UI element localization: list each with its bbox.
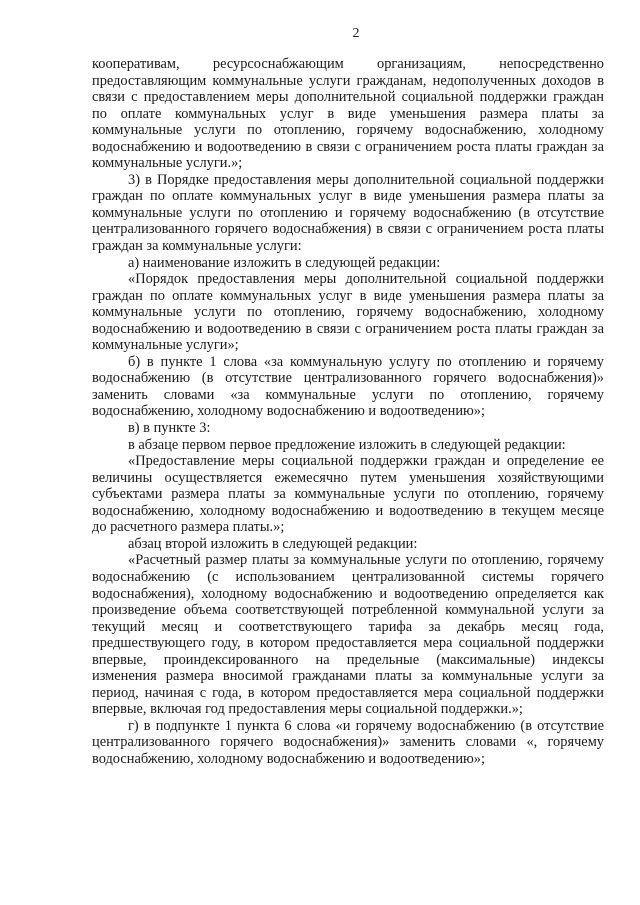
paragraph: в абзаце первом первое предложение изложить в следующей редакции: — [128, 436, 566, 453]
paragraph: г) в подпункте 1 пункта 6 слова «и горячему водоснабжению (в отсутствие централизованного горячего водоснабжения)» заменить словами «, горячему водоснабжению, холодному водоснабжению и водоотведению»; — [92, 717, 604, 767]
paragraph: «Расчетный размер платы за коммунальные услуги по отоплению, горячему водоснабжению (с использованием централизованной системы горячего водоснабжения), холодному водоснабжению и водоотведению определяется как произведение объема соответствующей потребленной коммунальной услуги за текущий месяц и соответствующего тарифа за декабрь месяц года, предшествующего году, в котором предоставляется мера социальной поддержки впервые, проиндексированного на предельные (максимальные) индексы изменения размера вносимой гражданами платы за коммунальные услуги за период, начиная с года, в котором предоставляется мера социальной поддержки впервые, включая год предоставления меры социальной поддержки.»; — [92, 552, 604, 718]
paragraph: б) в пункте 1 слова «за коммунальную услугу по отоплению и горячему водоснабжению (в отсутствие централизованного горячего водоснабжения)» заменить словами «за коммунальные услуги по отоплению, горячему водоснабжению, холодному водоснабжению и водоотведению»; — [92, 353, 604, 420]
paragraph: а) наименование изложить в следующей редакции: — [128, 254, 441, 271]
paragraph: абзац второй изложить в следующей редакции: — [128, 535, 418, 552]
paragraph: 3) в Порядке предоставления меры дополнительной социальной поддержки граждан по оплате коммунальных услуг в виде уменьшения размера платы за коммунальные услуги по отоплению и горячему водоснабжению (в отсутствие централизованного горячего водоснабжения) в связи с ограничением роста платы граждан за коммунальные услуги: — [92, 171, 604, 255]
document-body — [92, 56, 604, 768]
paragraph: в) в пункте 3: — [128, 420, 211, 437]
page-number: 2 — [352, 26, 360, 41]
paragraph: кооперативам, ресурсоснабжающим организациям, непосредственно предоставляющим коммунальные услуги гражданам, недополученных доходов в связи с предоставлением меры дополнительной социальной поддержки граждан по оплате коммунальных услуг в виде уменьшения размера платы за коммунальные услуги по отоплению, горячему водоснабжению, холодному водоснабжению и водоотведению в связи с ограничением роста платы граждан за коммунальные услуги.»; — [92, 56, 604, 172]
paragraph: «Предоставление меры социальной поддержки граждан и определение ее величины осуществляется ежемесячно путем уменьшения хозяйствующими субъектами размера платы за коммунальные услуги по отоплению, горячему водоснабжению, холодному водоснабжению и водоотведению в текущем месяце до расчетного размера платы.»; — [92, 453, 604, 536]
paragraph: «Порядок предоставления меры дополнительной социальной поддержки граждан по оплате коммунальных услуг в виде уменьшения размера платы за коммунальные услуги по отоплению, горячему водоснабжению, холодному водоснабжению и водоотведению в связи с ограничением роста платы граждан за коммунальные услуги»; — [92, 271, 604, 354]
